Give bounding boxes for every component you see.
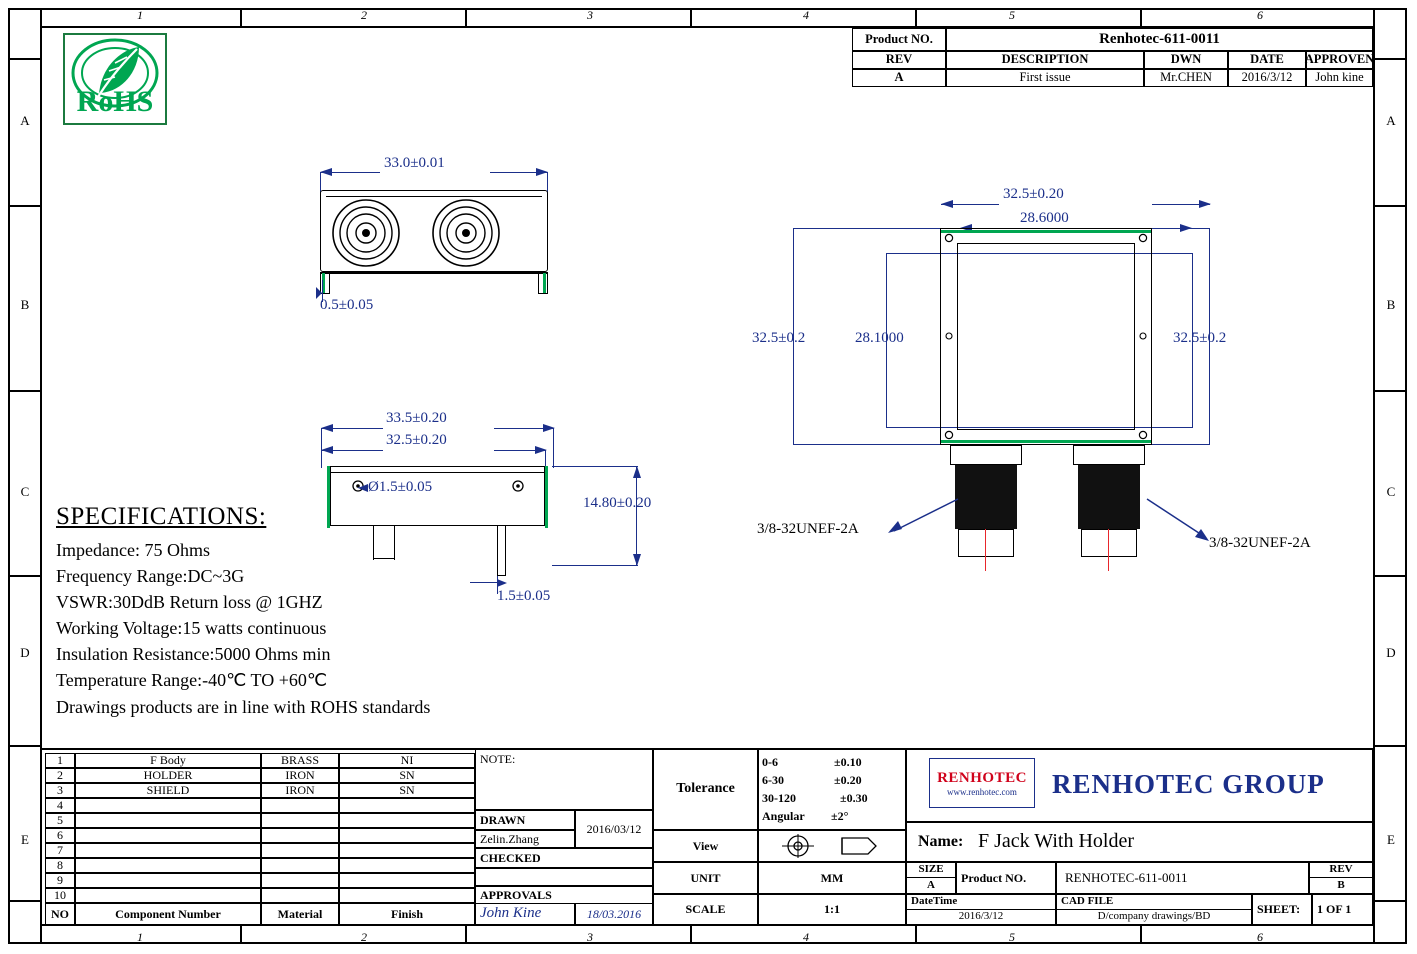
zone-bottom-3: 3 — [587, 930, 593, 944]
zone-top-1: 1 — [137, 8, 143, 22]
bom-row-9-component — [75, 873, 261, 888]
bom-row-6-material — [261, 828, 339, 843]
view-symbol-cell — [758, 830, 906, 862]
renhotec-logo-url: www.renhotec.com — [947, 786, 1017, 797]
bom-row-4-finish — [339, 798, 475, 813]
rohs-text: RoHS — [76, 85, 154, 118]
rev-label: REV — [1309, 862, 1373, 878]
zone-bottom-4: 4 — [803, 930, 809, 944]
zone-bottom-1: 1 — [137, 930, 143, 944]
product-name-row — [906, 822, 1373, 862]
title-col-approven: APPROVEN — [1306, 51, 1373, 69]
bom-row-5-material — [261, 813, 339, 828]
sheet-value: 1 OF 1 — [1312, 894, 1373, 925]
bom-row-7-material — [261, 843, 339, 858]
bom-row-2-no: 2 — [45, 768, 75, 783]
spec-line-voltage: Working Voltage:15 watts continuous — [56, 618, 327, 639]
leader-thread-left — [884, 495, 964, 541]
bom-row-3-finish: SN — [339, 783, 475, 798]
zone-top-3: 3 — [587, 8, 593, 22]
scale-label: SCALE — [653, 894, 758, 925]
zone-right-b: B — [1386, 297, 1396, 312]
approvals-name: John Kine — [475, 903, 575, 925]
zone-left-e: E — [21, 832, 29, 847]
bom-row-8-finish — [339, 858, 475, 873]
zone-left-d: D — [20, 645, 30, 660]
datetime-value: 2016/3/12 — [906, 910, 1056, 925]
specifications-title: SPECIFICATIONS: — [56, 503, 267, 530]
thread-right-knurl-icon — [1078, 465, 1140, 529]
spec-line-frequency: Frequency Range:DC~3G — [56, 566, 245, 587]
bom-row-8-component — [75, 858, 261, 873]
dim-top-view-thickness: 0.5±0.05 — [320, 297, 374, 313]
title-col-date: DATE — [1228, 51, 1306, 69]
title-description-value: First issue — [946, 69, 1144, 87]
size-value: A — [906, 878, 956, 894]
bom-row-2-material: IRON — [261, 768, 339, 783]
leader-thread-right — [1143, 495, 1213, 547]
label-thread-left: 3/8-32UNEF-2A — [757, 521, 859, 537]
bom-header-component: Component Number — [75, 903, 261, 925]
product-name-label: Name: — [918, 833, 964, 850]
dim-hole-dia: Ø1.5±0.05 — [368, 479, 433, 495]
dim-right-inner-left: 28.1000 — [855, 330, 904, 346]
bom-header-finish: Finish — [339, 903, 475, 925]
note-label: NOTE: — [475, 748, 653, 810]
product-name-value: F Jack With Holder — [978, 830, 1135, 852]
unit-label: UNIT — [653, 862, 758, 894]
zone-top-6: 6 — [1257, 8, 1263, 22]
drawn-date: 2016/03/12 — [575, 810, 653, 848]
company-name: RENHOTEC GROUP — [1052, 769, 1325, 799]
zone-bottom-2: 2 — [361, 930, 367, 944]
rev-value: B — [1309, 878, 1373, 894]
bom-row-10-component — [75, 888, 261, 903]
bom-row-9-no: 9 — [45, 873, 75, 888]
zone-bottom-5: 5 — [1009, 930, 1015, 944]
bom-row-5-component — [75, 813, 261, 828]
renhotec-logo-text: RENHOTEC — [937, 769, 1027, 786]
bom-row-9-material — [261, 873, 339, 888]
dim-right-height-right: 32.5±0.2 — [1173, 330, 1227, 346]
cad-label: CAD FILE — [1056, 894, 1252, 910]
title-rev-value: A — [852, 69, 946, 87]
bom-row-3-material: IRON — [261, 783, 339, 798]
bom-row-1-finish: NI — [339, 753, 475, 768]
rohs-logo — [63, 33, 167, 125]
checked-label: CHECKED — [475, 848, 653, 868]
bom-row-6-no: 6 — [45, 828, 75, 843]
drawn-label: DRAWN — [475, 810, 575, 830]
zone-right-d: D — [1386, 645, 1396, 660]
drawn-name: Zelin.Zhang — [475, 830, 575, 848]
bom-row-6-component — [75, 828, 261, 843]
title-product-no-value: Renhotec-611-0011 — [946, 28, 1373, 51]
approvals-label: APPROVALS — [475, 886, 653, 904]
dim-right-height-left: 32.5±0.2 — [752, 330, 806, 346]
top-view-connectors-icon — [330, 195, 510, 271]
dim-front-inner-width: 32.5±0.20 — [386, 432, 447, 448]
right-view-corner-screws-icon — [940, 228, 1152, 445]
spec-line-impedance: Impedance: 75 Ohms — [56, 540, 210, 560]
zone-top-2: 2 — [361, 8, 367, 22]
dim-arrows-top-width — [312, 164, 557, 182]
dim-top-view-width: 33.0±0.01 — [384, 155, 445, 171]
renhotec-logo — [929, 758, 1035, 808]
zone-bottom-6: 6 — [1257, 930, 1263, 944]
scale-value: 1:1 — [758, 894, 906, 925]
title-approven-value: John kine — [1306, 69, 1373, 87]
thread-left-knurl-icon — [955, 465, 1017, 529]
bom-row-4-no: 4 — [45, 798, 75, 813]
dim-front-height: 14.80±0.20 — [583, 495, 652, 511]
title-col-dwn: DWN — [1144, 51, 1228, 69]
dim-front-outer-width: 33.5±0.20 — [386, 410, 447, 426]
bom-row-1-component: F Body — [75, 753, 261, 768]
zone-right-c: C — [1386, 484, 1396, 499]
projection-symbol-icon — [772, 833, 892, 859]
zone-right-a: A — [1386, 113, 1396, 128]
bom-row-2-finish: SN — [339, 768, 475, 783]
product-no-value: RENHOTEC-611-0011 — [1056, 862, 1309, 894]
bom-row-3-component: SHIELD — [75, 783, 261, 798]
spec-line-vswr: VSWR:30DdB Return loss @ 1GHZ — [56, 592, 323, 613]
tolerance-value-1: ±0.10 — [834, 754, 862, 769]
bom-row-7-component — [75, 843, 261, 858]
tolerance-range-1: 0-6 — [762, 754, 778, 769]
bom-header-no: NO — [45, 903, 75, 925]
bom-row-5-no: 5 — [45, 813, 75, 828]
bom-row-5-finish — [339, 813, 475, 828]
title-product-no-label: Product NO. — [852, 28, 946, 51]
dim-right-width-inner: 28.6000 — [1020, 210, 1069, 226]
zone-left-c: C — [20, 484, 30, 499]
zone-top-5: 5 — [1009, 8, 1015, 22]
title-col-description: DESCRIPTION — [946, 51, 1144, 69]
bom-row-4-component — [75, 798, 261, 813]
spec-line-rohs: Drawings products are in line with ROHS standards — [56, 696, 431, 717]
size-label: SIZE — [906, 862, 956, 878]
sheet-label: SHEET: — [1252, 894, 1312, 925]
zone-top-4: 4 — [803, 8, 809, 22]
cad-value: D/company drawings/BD — [1056, 910, 1252, 925]
bom-row-3-no: 3 — [45, 783, 75, 798]
bom-row-9-finish — [339, 873, 475, 888]
bom-row-4-material — [261, 798, 339, 813]
tolerance-values-box — [758, 748, 906, 830]
bom-row-8-material — [261, 858, 339, 873]
bom-row-6-finish — [339, 828, 475, 843]
bom-row-1-material: BRASS — [261, 753, 339, 768]
tolerance-value-4: ±2° — [831, 808, 849, 823]
specifications-block — [56, 503, 676, 720]
unit-value: MM — [758, 862, 906, 894]
title-col-rev: REV — [852, 51, 946, 69]
tolerance-label: Tolerance — [653, 748, 758, 830]
zone-left-a: A — [20, 113, 30, 128]
dim-tab-thickness: 1.5±0.05 — [497, 588, 551, 604]
title-date-value: 2016/3/12 — [1228, 69, 1306, 87]
dim-arrows-front-width — [313, 420, 565, 460]
bom-row-7-finish — [339, 843, 475, 858]
bom-header-material: Material — [261, 903, 339, 925]
datetime-label: DateTime — [906, 894, 1056, 910]
bom-row-2-component: HOLDER — [75, 768, 261, 783]
bom-row-10-finish — [339, 888, 475, 903]
tolerance-value-3: ±0.30 — [840, 790, 868, 805]
zone-right-e: E — [1387, 832, 1395, 847]
bom-row-10-no: 10 — [45, 888, 75, 903]
bom-row-8-no: 8 — [45, 858, 75, 873]
checked-name — [475, 868, 653, 886]
tolerance-range-4: Angular — [762, 808, 805, 823]
tolerance-value-2: ±0.20 — [834, 772, 862, 787]
bom-row-10-material — [261, 888, 339, 903]
zone-left-b: B — [20, 297, 30, 312]
view-label: View — [653, 830, 758, 862]
spec-line-insulation: Insulation Resistance:5000 Ohms min — [56, 644, 331, 665]
approvals-date: 18/03.2016 — [575, 903, 653, 925]
label-thread-right: 3/8-32UNEF-2A — [1209, 535, 1311, 551]
bom-row-7-no: 7 — [45, 843, 75, 858]
tolerance-range-3: 30-120 — [762, 790, 796, 805]
title-dwn-value: Mr.CHEN — [1144, 69, 1228, 87]
product-no-label: Product NO. — [956, 862, 1056, 894]
bom-row-1-no: 1 — [45, 753, 75, 768]
tolerance-range-2: 6-30 — [762, 772, 784, 787]
dim-right-width-outer: 32.5±0.20 — [1003, 186, 1064, 202]
spec-line-temperature: Temperature Range:-40℃ TO +60℃ — [56, 670, 328, 691]
